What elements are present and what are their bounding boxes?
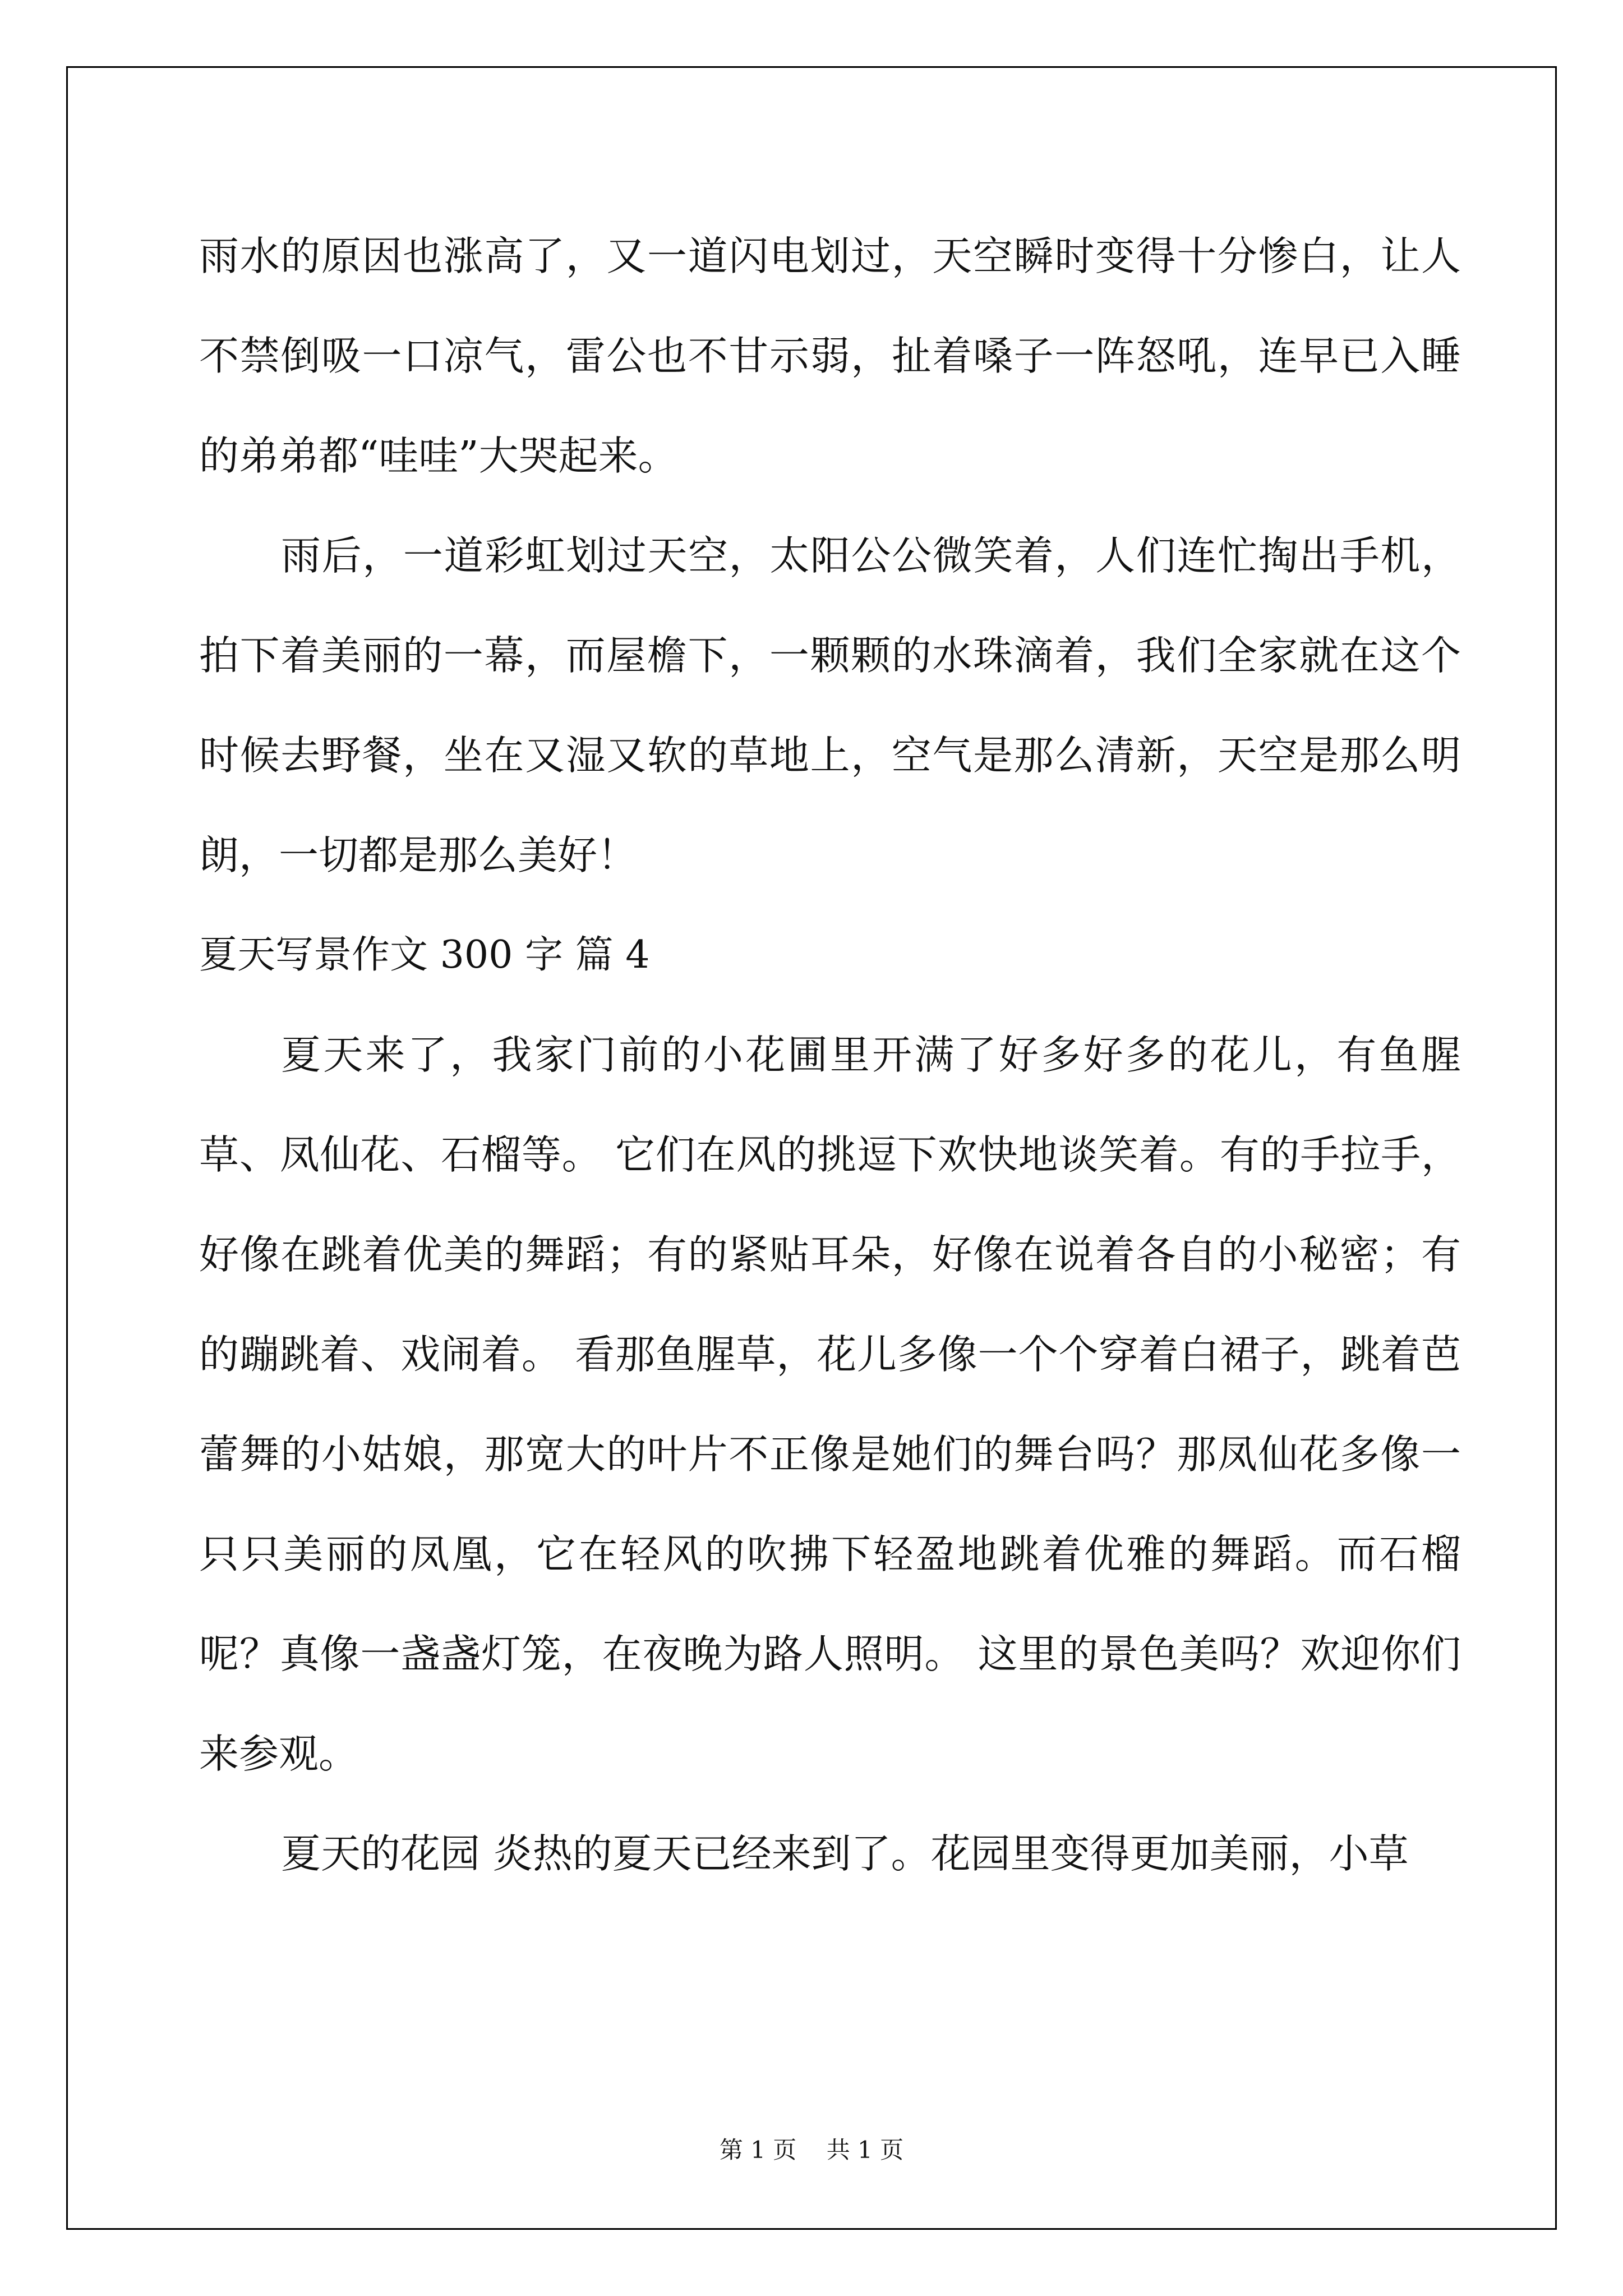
paragraph-after-rain: 雨后，一道彩虹划过天空，太阳公公微笑着，人们连忙掏出手机，拍下着美丽的一幕，而屋檐下，一颗颗的水珠滴着，我们全家就在这个时候去野餐，坐在又湿又软的草地上，空气是那么清新，天空是那么明朗，一切都是那么美好！ (199, 532, 1461, 878)
document-body (199, 206, 1461, 1904)
page-footer: 第 1 页 共 1 页 (719, 2136, 904, 2164)
paragraph-flower-bed: 夏天来了，我家门前的小花圃里开满了好多好多的花儿，有鱼腥草、凤仙花、石榴等。 它们在风的挑逗下欢快地谈笑着。有的手拉手，好像在跳着优美的舞蹈；有的紧贴耳朵，好像在说着各自的小秘密；有的蹦跳着、戏闹着。 看那鱼腥草，花儿多像一个个穿着白裙子，跳着芭蕾舞的小姑娘，那宽大的叶片不正像是她们的舞台吗？那凤仙花多像一只只美丽的凤凰，它在轻风的吹拂下轻盈地跳着优雅的舞蹈。而石榴呢？真像一盏盏灯笼，在夜晚为路人照明。 这里的景色美吗？欢迎你们来参观。 (199, 1032, 1461, 1777)
paragraph-rain-continued: 雨水的原因也涨高了，又一道闪电划过，天空瞬时变得十分惨白，让人不禁倒吸一口凉气，雷公也不甘示弱，扯着嗓子一阵怒吼，连早已入睡的弟弟都“哇哇”大哭起来。 (199, 233, 1461, 479)
section-heading: 夏天写景作文 300 字 篇 4 (199, 933, 650, 977)
paragraph-summer-garden: 夏天的花园 炎热的夏天已经来到了。花园里变得更加美丽，小草 (281, 1830, 1409, 1877)
